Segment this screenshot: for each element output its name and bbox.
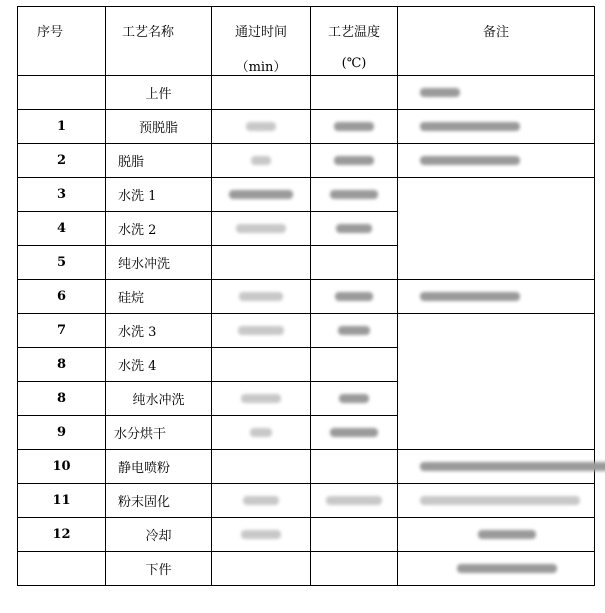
row-time [212, 212, 311, 246]
row-time [212, 110, 311, 144]
row-name: 下件 [106, 552, 212, 586]
row-time [212, 280, 311, 314]
row-no [18, 76, 106, 110]
row-note [398, 280, 595, 314]
row-temp [311, 484, 398, 518]
row-temp [311, 348, 398, 382]
row-time [212, 518, 311, 552]
redacted-text [250, 428, 272, 437]
header-time [212, 7, 311, 76]
table-row [18, 484, 595, 518]
table-row [18, 178, 595, 212]
row-no: 11 [18, 484, 106, 518]
row-time [212, 246, 311, 280]
row-time [212, 314, 311, 348]
table-row [18, 518, 595, 552]
redacted-text [330, 428, 378, 437]
redacted-text [420, 88, 460, 97]
row-temp [311, 416, 398, 450]
row-no: 10 [18, 450, 106, 484]
header-name: 工艺名称 [106, 7, 212, 76]
row-note [398, 144, 595, 178]
row-no: 6 [18, 280, 106, 314]
header-temp-label: 工艺温度 [327, 25, 380, 40]
redacted-text [420, 496, 580, 505]
row-name: 预脱脂 [106, 110, 212, 144]
redacted-text [335, 292, 373, 301]
redacted-text [243, 496, 279, 505]
row-name: 纯水冲洗 [106, 246, 212, 280]
redacted-text [241, 394, 281, 403]
row-name: 水分烘干 [106, 416, 212, 450]
row-temp [311, 212, 398, 246]
row-temp [311, 280, 398, 314]
row-temp [311, 382, 398, 416]
row-time [212, 484, 311, 518]
redacted-text [339, 394, 369, 403]
row-note [398, 76, 595, 110]
redacted-text [420, 156, 520, 165]
redacted-text [326, 496, 382, 505]
row-no: 3 [18, 178, 106, 212]
row-note [398, 178, 595, 280]
row-no: 1 [18, 110, 106, 144]
row-name: 冷却 [106, 518, 212, 552]
header-no: 序号 [18, 7, 106, 76]
redacted-text [251, 156, 271, 165]
row-temp [311, 552, 398, 586]
row-name: 水洗 4 [106, 348, 212, 382]
redacted-text [420, 462, 605, 471]
row-no: 5 [18, 246, 106, 280]
row-no: 12 [18, 518, 106, 552]
redacted-text [334, 122, 374, 131]
table-row [18, 76, 595, 110]
row-name: 水洗 3 [106, 314, 212, 348]
redacted-text [457, 564, 557, 573]
row-note [398, 518, 595, 552]
row-name: 硅烷 [106, 280, 212, 314]
row-name: 脱脂 [106, 144, 212, 178]
header-time-unit: （min） [235, 60, 287, 75]
redacted-text [330, 190, 378, 199]
row-temp [311, 314, 398, 348]
row-name: 静电喷粉 [106, 450, 212, 484]
table-row [18, 280, 595, 314]
redacted-text [236, 224, 286, 233]
header-note: 备注 [398, 7, 595, 76]
row-time [212, 178, 311, 212]
row-temp [311, 450, 398, 484]
redacted-text [229, 190, 293, 199]
row-time [212, 552, 311, 586]
row-note [398, 552, 595, 586]
row-temp [311, 518, 398, 552]
row-time [212, 144, 311, 178]
row-temp [311, 76, 398, 110]
redacted-text [420, 122, 520, 131]
row-no: 9 [18, 416, 106, 450]
row-no [18, 552, 106, 586]
row-no: 8 [18, 382, 106, 416]
row-name: 粉末固化 [106, 484, 212, 518]
row-name: 上件 [106, 76, 212, 110]
row-temp [311, 246, 398, 280]
redacted-text [420, 292, 520, 301]
table-row [18, 144, 595, 178]
table-row [18, 314, 595, 348]
table-row [18, 110, 595, 144]
row-time [212, 416, 311, 450]
table-row [18, 552, 595, 586]
row-note [398, 110, 595, 144]
row-no: 2 [18, 144, 106, 178]
row-temp [311, 110, 398, 144]
row-name: 水洗 2 [106, 212, 212, 246]
table-row [18, 450, 595, 484]
header-temp [311, 7, 398, 76]
row-time [212, 76, 311, 110]
row-note [398, 450, 595, 484]
redacted-text [246, 122, 276, 131]
row-note [398, 314, 595, 450]
row-time [212, 382, 311, 416]
row-name: 纯水冲洗 [106, 382, 212, 416]
table-header-row [18, 7, 595, 76]
row-temp [311, 144, 398, 178]
row-time [212, 450, 311, 484]
row-no: 7 [18, 314, 106, 348]
row-temp [311, 178, 398, 212]
redacted-text [238, 326, 284, 335]
row-note [398, 484, 595, 518]
redacted-text [239, 292, 283, 301]
redacted-text [336, 224, 372, 233]
redacted-text [478, 530, 536, 539]
row-name: 水洗 1 [106, 178, 212, 212]
redacted-text [338, 326, 370, 335]
redacted-text [334, 156, 374, 165]
header-time-label: 通过时间 [234, 25, 287, 40]
redacted-text [241, 530, 281, 539]
row-no: 4 [18, 212, 106, 246]
process-table [17, 6, 595, 586]
header-temp-unit: (℃) [341, 56, 367, 71]
row-no: 8 [18, 348, 106, 382]
row-time [212, 348, 311, 382]
